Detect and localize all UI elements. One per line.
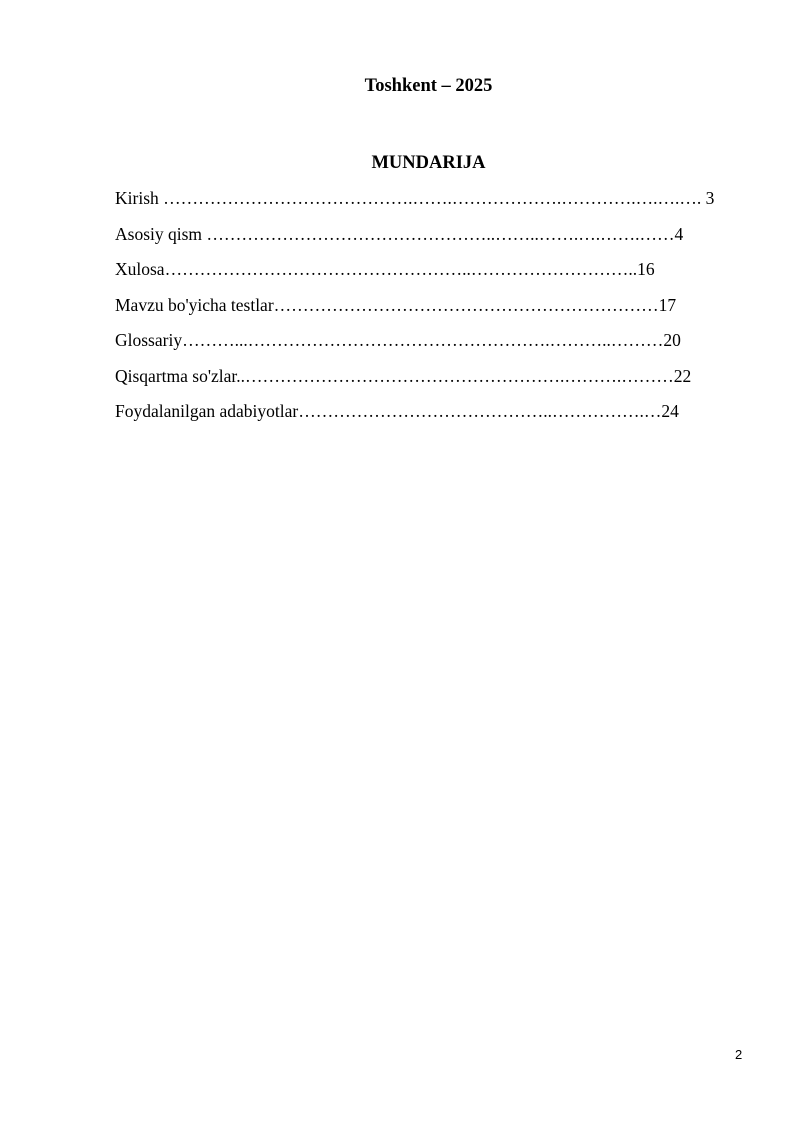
toc-entry-mavzu-testlar: Mavzu bo'yicha testlar…………………………………………………………17 [115, 294, 677, 315]
toc-entry-xulosa: Xulosa……………………………………………..………………………..16 [115, 259, 655, 279]
toc-entry-qisqartma-sozlar: Qisqartma so'zlar..……………………………………………….……….………22 [115, 365, 692, 386]
table-of-contents [115, 184, 714, 433]
toc-entry-kirish: Kirish …………………………………….…….……………….………….….….…. 3 [115, 188, 715, 208]
page-number: 2 [735, 1047, 743, 1062]
city-year-heading: Toshkent – 2025 [364, 76, 493, 96]
toc-entry-asosiy-qism: Asosiy qism …………………………………………..……..…….….…….……4 [115, 223, 684, 244]
toc-entry-glossariy: Glossariy………...…………………………………………….………..………20 [115, 330, 681, 350]
table-of-contents-title: MUNDARIJA [371, 153, 486, 173]
toc-entry-foydalanilgan-adabiyotlar: Foydalanilgan adabiyotlar……………………………………..…………….…24 [115, 401, 679, 421]
